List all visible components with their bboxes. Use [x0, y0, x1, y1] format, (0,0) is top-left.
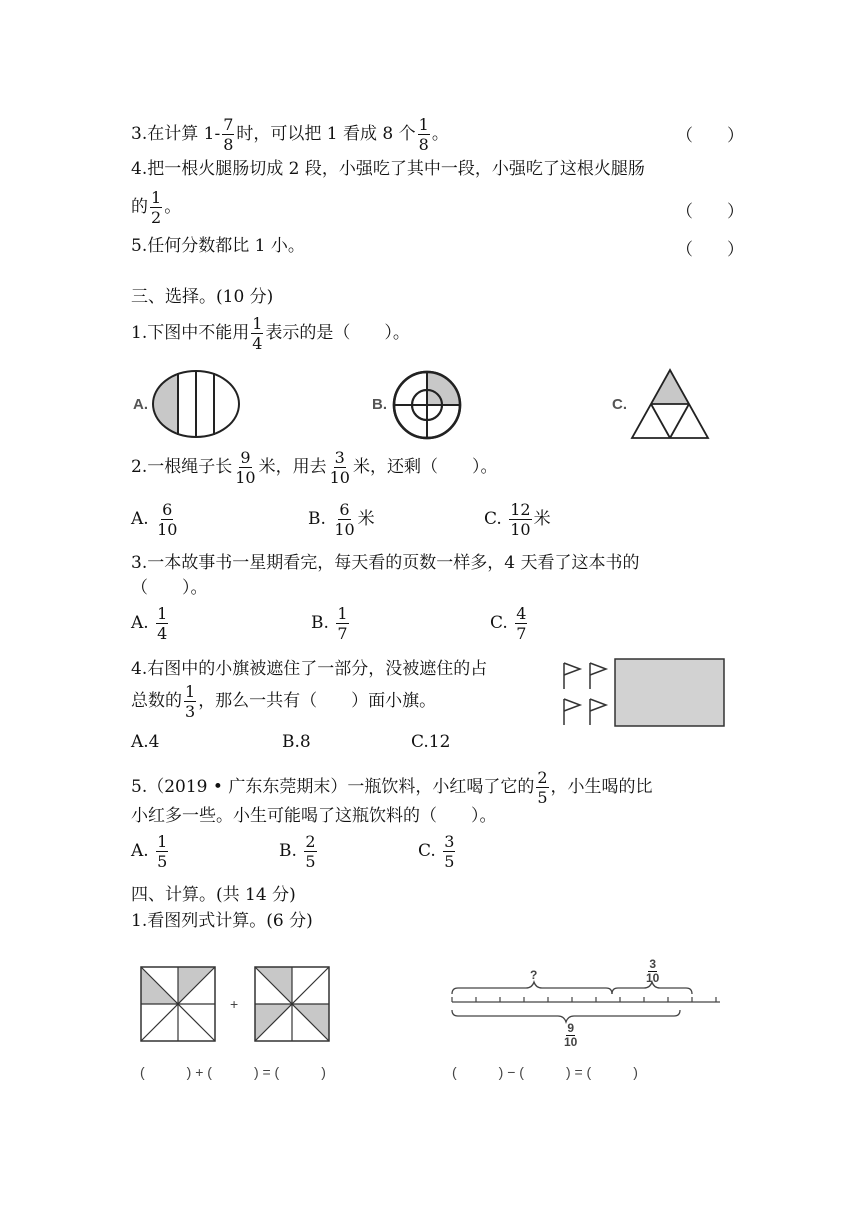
plus-sign: +	[230, 996, 239, 1012]
option-a[interactable]: A. $\frac{1}{4}$	[131, 604, 168, 643]
question-mark: ?	[530, 968, 538, 982]
choice-q3-line2: （ ）。	[131, 578, 208, 598]
answer-paren[interactable]: （ ）	[676, 240, 744, 260]
answer-paren[interactable]: （ ）	[676, 202, 744, 222]
option-b[interactable]: B. $\frac{1}{7}$	[311, 604, 348, 643]
choice-q4-line2: 总数的 $\frac{1}{3}$ ，那么一共有（ ）面小旗。	[131, 682, 437, 721]
square-diagram-right	[254, 966, 330, 1042]
option-a[interactable]: A. $\frac{1}{5}$	[131, 832, 168, 871]
figure-ring[interactable]	[390, 368, 464, 442]
fraction: $\frac{7}{8}$	[223, 115, 234, 154]
fraction: $\frac{3}{10}$	[329, 448, 350, 487]
option-c[interactable]: C.12	[411, 732, 451, 752]
option-b[interactable]: B. $\frac{2}{5}$	[279, 832, 316, 871]
judge-q4-line2: 的 $\frac{1}{2}$ 。	[131, 188, 182, 227]
answer-paren[interactable]: （ ）	[676, 126, 744, 146]
option-c[interactable]: C. $\frac{4}{7}$	[490, 604, 527, 643]
judge-q5: 5.任何分数都比 1 小。	[131, 236, 305, 256]
judge-q3: 3.在计算 1- $\frac{7}{8}$ 时，可以把 1 看成 8 个 $\frac{1}{8}$ 。	[131, 115, 449, 154]
figure-triangle[interactable]	[630, 368, 710, 440]
choice-q3-line1: 3.一本故事书一星期看完，每天看的页数一样多，4 天看了这本书的	[131, 553, 640, 573]
choice-q4-line1: 4.右图中的小旗被遮住了一部分，没被遮住的占	[131, 659, 488, 679]
option-a[interactable]: A.4	[131, 732, 160, 752]
fraction: $\frac{1}{4}$	[252, 314, 263, 353]
option-b[interactable]: B.8	[282, 732, 311, 752]
option-label: A.	[133, 396, 148, 413]
choice-q1: 1.下图中不能用 $\frac{1}{4}$ 表示的是（ ）。	[131, 314, 410, 353]
option-c[interactable]: C. $\frac{3}{5}$	[418, 832, 455, 871]
choice-q5-line2: 小红多一些。小生可能喝了这瓶饮料的（ ）。	[131, 806, 497, 826]
square-diagram-left	[140, 966, 216, 1042]
judge-q4-line1: 4.把一根火腿肠切成 2 段，小强吃了其中一段，小强吃了这根火腿肠	[131, 159, 645, 179]
sub-question: 1.看图列式计算。(6 分)	[131, 911, 313, 931]
flags-figure	[558, 655, 728, 731]
equation-add[interactable]: ( ) + ( ) = ( )	[140, 1064, 326, 1080]
figure-ellipse[interactable]	[150, 368, 244, 440]
choice-q5-line1: 5.（2019 • 广东东莞期末）一瓶饮料，小红喝了它的 $\frac{2}{5}$ ，小生喝的比	[131, 768, 653, 807]
fraction: $\frac{9}{10}$	[235, 448, 256, 487]
option-a[interactable]: A. $\frac{6}{10}$	[131, 500, 178, 539]
fraction-top: $\frac{3}{10}$	[646, 957, 660, 985]
number-line-diagram	[448, 958, 724, 1056]
equation-subtract[interactable]: ( ) − ( ) = ( )	[452, 1064, 638, 1080]
fraction: $\frac{1}{3}$	[185, 682, 196, 721]
option-label: C.	[612, 396, 627, 413]
choice-q2: 2.一根绳子长 $\frac{9}{10}$ 米，用去 $\frac{3}{10}$ 米，还剩（ ）。	[131, 448, 498, 487]
section-heading: 三、选择。(10 分)	[131, 287, 274, 307]
section-heading: 四、计算。(共 14 分)	[131, 885, 296, 905]
option-c[interactable]: C. $\frac{12}{10}$ 米	[484, 500, 551, 539]
option-label: B.	[372, 396, 387, 413]
fraction: $\frac{2}{5}$	[537, 768, 548, 807]
fraction-bottom: $\frac{9}{10}$	[564, 1021, 578, 1049]
fraction: $\frac{1}{2}$	[151, 188, 162, 227]
option-b[interactable]: B. $\frac{6}{10}$ 米	[308, 500, 375, 539]
fraction: $\frac{1}{8}$	[418, 115, 429, 154]
